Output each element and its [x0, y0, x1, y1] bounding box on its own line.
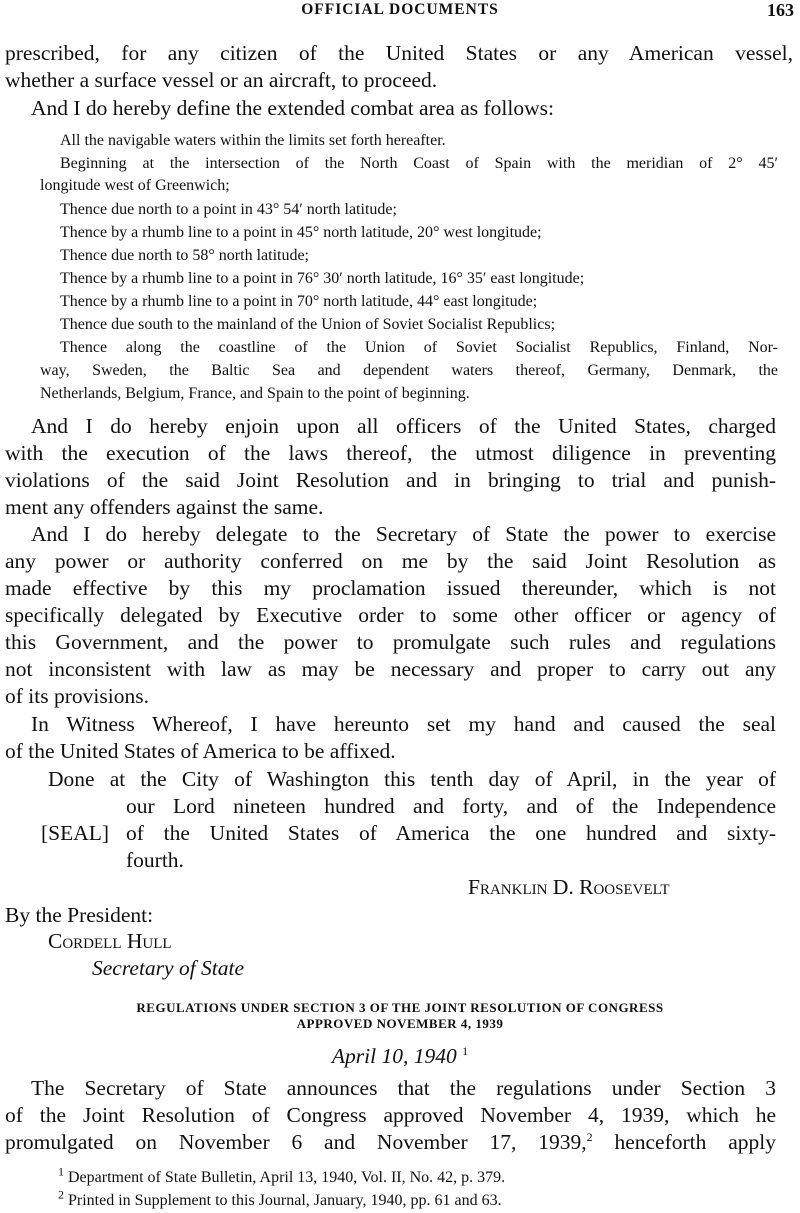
secretary-name: Cordell Hull — [48, 929, 172, 953]
enjoin-line: And I do hereby enjoin upon all officers of the United States, charged — [31, 414, 776, 438]
secretary-title: Secretary of State — [92, 956, 245, 980]
area-line: Thence due north to 58° north latitude; — [60, 247, 309, 264]
area-line: longitude west of Greenwich; — [40, 177, 230, 194]
delegate-line: And I do hereby delegate to the Secretary of State the power to exercise — [31, 522, 776, 546]
seal-text: [SEAL] — [41, 821, 110, 845]
area-line: Thence by a rhumb line to a point in 70° north latitude, 44° east longitude; — [60, 293, 538, 310]
intro-line-3: And I do hereby define the extended combat area as follows: — [31, 96, 554, 120]
footnote-1 — [58, 1164, 506, 1188]
delegate-line: this Government, and the power to promulgate such rules and regulations — [5, 630, 776, 654]
announce-text: promulgated on November 6 and November 17, 1939, — [5, 1130, 587, 1154]
page-number: 163 — [767, 0, 794, 20]
delegate-line: any power or authority conferred on me by the said Joint Resolution as — [5, 549, 776, 573]
enjoin-line: violations of the said Joint Resolution and in bringing to trial and punish- — [5, 468, 776, 492]
area-line: Thence along the coastline of the Union of Soviet Socialist Republics, Finland, Nor- — [60, 339, 778, 356]
footnote-ref-2: 2 — [586, 1129, 593, 1144]
by-the-president: By the President: — [5, 903, 154, 927]
area-line: Beginning at the intersection of the North Coast of Spain with the meridian of 2° 45′ — [60, 155, 778, 172]
page-header — [0, 0, 800, 26]
delegate-line: made effective by this my proclamation issued thereunder, which is not — [5, 576, 776, 600]
announce-line: The Secretary of State announces that the regulations under Section 3 — [31, 1076, 776, 1100]
area-line: Thence by a rhumb line to a point in 45° north latitude, 20° west longitude; — [60, 224, 542, 241]
announce-text: henceforth apply — [592, 1130, 777, 1154]
delegate-line: of its provisions. — [5, 684, 149, 708]
footnote-text: Printed in Supplement to this Journal, January, 1940, pp. 61 and 63. — [64, 1192, 502, 1209]
area-line: Thence due north to a point in 43° 54′ north latitude; — [60, 201, 397, 218]
delegate-line: not inconsistent with law as may be necessary and proper to carry out any — [5, 657, 776, 681]
enjoin-line: ment any offenders against the same. — [5, 495, 324, 519]
done-line: our Lord nineteen hundred and forty, and of the Independence — [126, 794, 776, 818]
area-line: Thence due south to the mainland of the Union of Soviet Socialist Republics; — [60, 316, 556, 333]
intro-line-1: prescribed, for any citizen of the United States or any American vessel, — [5, 41, 793, 65]
done-line: Done at the City of Washington this tenth day of April, in the year of — [48, 767, 776, 791]
footnote-2 — [58, 1187, 502, 1211]
footnote-mark: 1 — [58, 1164, 64, 1179]
done-line: of the United States of America the one hundred and sixty- — [126, 821, 776, 845]
done-line: fourth. — [126, 848, 184, 872]
area-line: Thence by a rhumb line to a point in 76° 30′ north latitude, 16° 35′ east longitude; — [60, 270, 585, 287]
enjoin-line: with the execution of the laws thereof, the utmost diligence in preventing — [5, 441, 776, 465]
intro-line-2: whether a surface vessel or an aircraft, to proceed. — [5, 68, 438, 92]
footnote-text: Department of State Bulletin, April 13, 1940, Vol. II, No. 42, p. 379. — [64, 1169, 506, 1186]
seal-marker — [41, 820, 109, 846]
section-date-text: April 10, 1940 — [331, 1044, 457, 1068]
running-title: OFFICIAL DOCUMENTS — [301, 1, 499, 18]
witness-line: of the United States of America to be affixed. — [5, 739, 396, 763]
area-line: Netherlands, Belgium, France, and Spain to the point of beginning. — [40, 385, 470, 402]
section-heading-line-1: REGULATIONS UNDER SECTION 3 OF THE JOINT RESOLUTION OF CONGRESS — [136, 1000, 664, 1015]
section-heading-line-2: APPROVED NOVEMBER 4, 1939 — [296, 1016, 504, 1031]
footnote-mark: 2 — [58, 1187, 64, 1202]
president-signature: Franklin D. Roosevelt — [468, 875, 670, 899]
footnote-ref-1: 1 — [462, 1043, 469, 1058]
announce-line-3 — [5, 1129, 776, 1155]
delegate-line: specifically delegated by Executive order to some other officer or agency of — [5, 603, 776, 627]
section-date — [0, 1043, 800, 1069]
announce-line: of the Joint Resolution of Congress approved November 4, 1939, which he — [5, 1103, 776, 1127]
witness-line: In Witness Whereof, I have hereunto set my hand and caused the seal — [31, 712, 776, 736]
area-line: way, Sweden, the Baltic Sea and dependent waters thereof, Germany, Denmark, the — [40, 362, 778, 379]
area-line: All the navigable waters within the limits set forth hereafter. — [60, 132, 446, 149]
